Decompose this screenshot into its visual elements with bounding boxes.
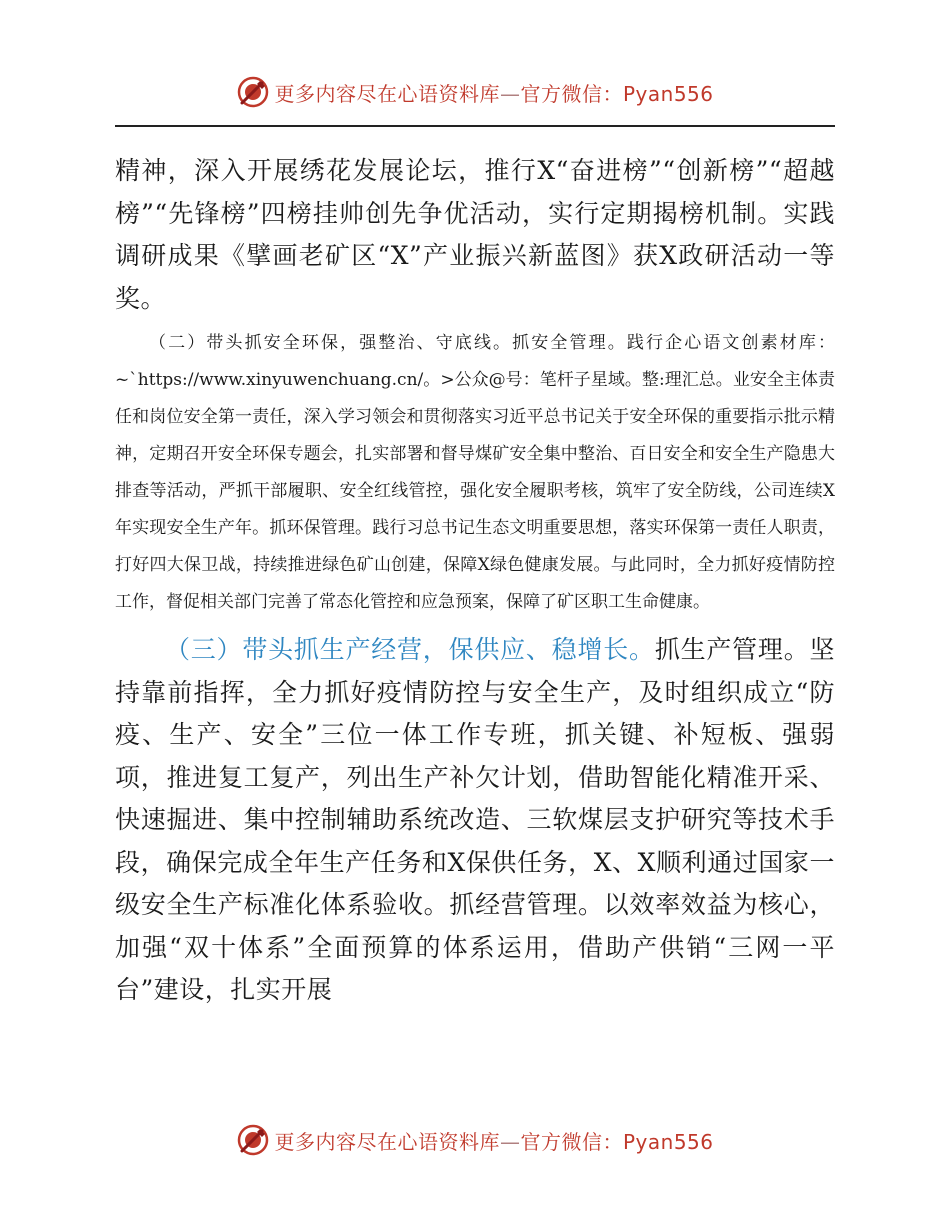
document-body: [115, 150, 835, 1012]
header-wechat-id: Pyan556: [622, 81, 714, 106]
header-brand: [274, 78, 713, 107]
header-divider: [115, 125, 835, 127]
header-brand-text: 更多内容尽在心语资料库: [274, 81, 500, 106]
paragraph-1: 精神，深入开展绣花发展论坛，推行X“奋进榜”“创新榜”“超越榜”“先锋榜”四榜挂帅创先争优活动，实行定期揭榜机制。实践调研成果《擘画老矿区“X”产业振兴新蓝图》获X政研活动一等奖。: [115, 156, 835, 313]
pen-logo-icon: [236, 1123, 270, 1157]
section-heading-3: （三）带头抓生产经营，保供应、稳增长。: [165, 635, 655, 664]
footer-wechat-label: 官方微信：: [520, 1129, 623, 1154]
paragraph-3: [115, 629, 835, 1012]
page-footer: [0, 1120, 950, 1160]
pen-logo-icon: [236, 75, 270, 109]
page-header: [0, 72, 950, 112]
footer-brand-text: 更多内容尽在心语资料库: [274, 1129, 500, 1154]
footer-separator: —: [499, 1129, 521, 1154]
header-separator: —: [499, 81, 521, 106]
footer-wechat-id: Pyan556: [622, 1129, 714, 1154]
paragraph-3-body: 抓生产管理。坚持靠前指挥，全力抓好疫情防控与安全生产，及时组织成立“防疫、生产、安全”三位一体工作专班，抓关键、补短板、强弱项，推进复工复产，列出生产补欠计划，借助智能化精准开采、快速掘进、集中控制辅助系统改造、三软煤层支护研究等技术手段，确保完成全年生产任务和X保供任务，X、X顺利通过国家一级安全生产标准化体系验收。抓经营管理。以效率效益为核心，加强“双十体系”全面预算的体系运用，借助产供销“三网一平台”建设，扎实开展: [115, 635, 835, 1004]
footer-brand: [274, 1126, 713, 1155]
header-wechat-label: 官方微信：: [520, 81, 623, 106]
paragraph-2: （二）带头抓安全环保，强整治、守底线。抓安全管理。践行企心语文创素材库：~`https://www.xinyuwenchuang.cn/。>公众@号：笔杆子星域。整:理汇总。业安全主体责任和岗位安全第一责任，深入学习领会和贯彻落实习近平总书记关于安全环保的重要指示批示精神，定期召开安全环保专题会，扎实部署和督导煤矿安全集中整治、百日安全和安全生产隐患大排查等活动，严抓干部履职、安全红线管控，强化安全履职考核，筑牢了安全防线，公司连续X年实现安全生产年。抓环保管理。践行习总书记生态文明重要思想，落实环保第一责任人职责，打好四大保卫战，持续推进绿色矿山创建，保障X绿色健康发展。与此同时，全力抓好疫情防控工作，督促相关部门完善了常态化管控和应急预案，保障了矿区职工生命健康。: [115, 333, 835, 612]
